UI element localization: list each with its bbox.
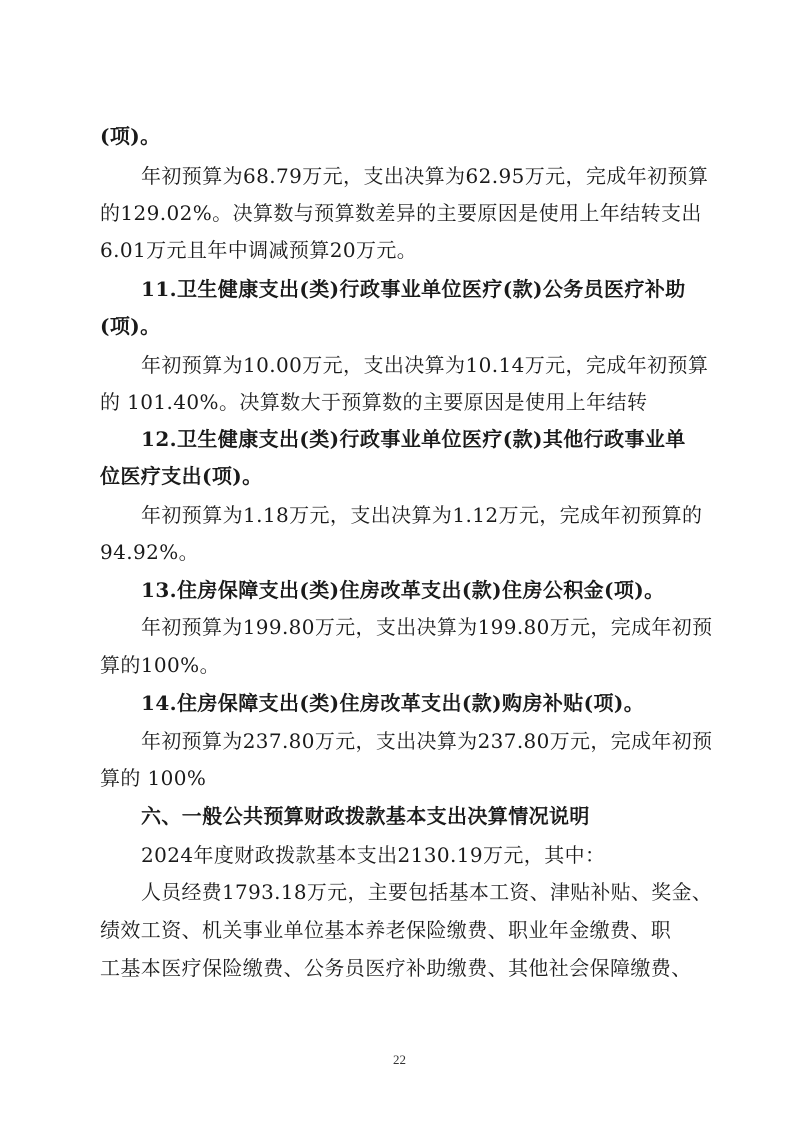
text-line: 年初预算为68.79万元，支出决算为62.95万元，完成年初预算 xyxy=(141,164,709,188)
text-line: 的 101.40%。决算数大于预算数的主要原因是使用上年结转 xyxy=(100,390,648,414)
text-line: 工基本医疗保险缴费、公务员医疗补助缴费、其他社会保障缴费、 xyxy=(100,956,692,980)
text-line: 算的100%。 xyxy=(100,653,220,677)
text-line: 6.01万元且年中调减预算20万元。 xyxy=(100,238,418,262)
section-heading: 14.住房保障支出(类)住房改革支出(款)购房补贴(项)。 xyxy=(141,691,645,715)
text-line: 年初预算为237.80万元，支出决算为237.80万元，完成年初预 xyxy=(141,729,713,753)
text-line: (项)。 xyxy=(100,124,161,148)
chapter-heading: 六、一般公共预算财政拨款基本支出决算情况说明 xyxy=(141,804,590,828)
section-heading: 12.卫生健康支出(类)行政事业单位医疗(款)其他行政事业单 xyxy=(141,427,686,451)
text-line: 的129.02%。决算数与预算数差异的主要原因是使用上年结转支出 xyxy=(100,201,702,225)
section-heading: (项)。 xyxy=(100,314,161,338)
section-heading: 11.卫生健康支出(类)行政事业单位医疗(款)公务员医疗补助 xyxy=(141,277,686,301)
text-line: 算的 100% xyxy=(100,766,207,790)
text-line: 2024年度财政拨款基本支出2130.19万元，其中： xyxy=(141,843,606,867)
section-heading: 位医疗支出(项)。 xyxy=(100,464,263,488)
text-line: 年初预算为199.80万元，支出决算为199.80万元，完成年初预 xyxy=(141,615,713,639)
text-line: 94.92%。 xyxy=(100,540,200,564)
text-line: 绩效工资、机关事业单位基本养老保险缴费、职业年金缴费、职 xyxy=(100,918,672,942)
text-line: 年初预算为1.18万元，支出决算为1.12万元，完成年初预算的 xyxy=(141,503,703,527)
page-number: 22 xyxy=(393,1052,406,1067)
text-line: 人员经费1793.18万元，主要包括基本工资、津贴补贴、奖金、 xyxy=(141,880,713,904)
text-line: 年初预算为10.00万元，支出决算为10.14万元，完成年初预算 xyxy=(141,353,709,377)
section-heading: 13.住房保障支出(类)住房改革支出(款)住房公积金(项)。 xyxy=(141,578,665,602)
